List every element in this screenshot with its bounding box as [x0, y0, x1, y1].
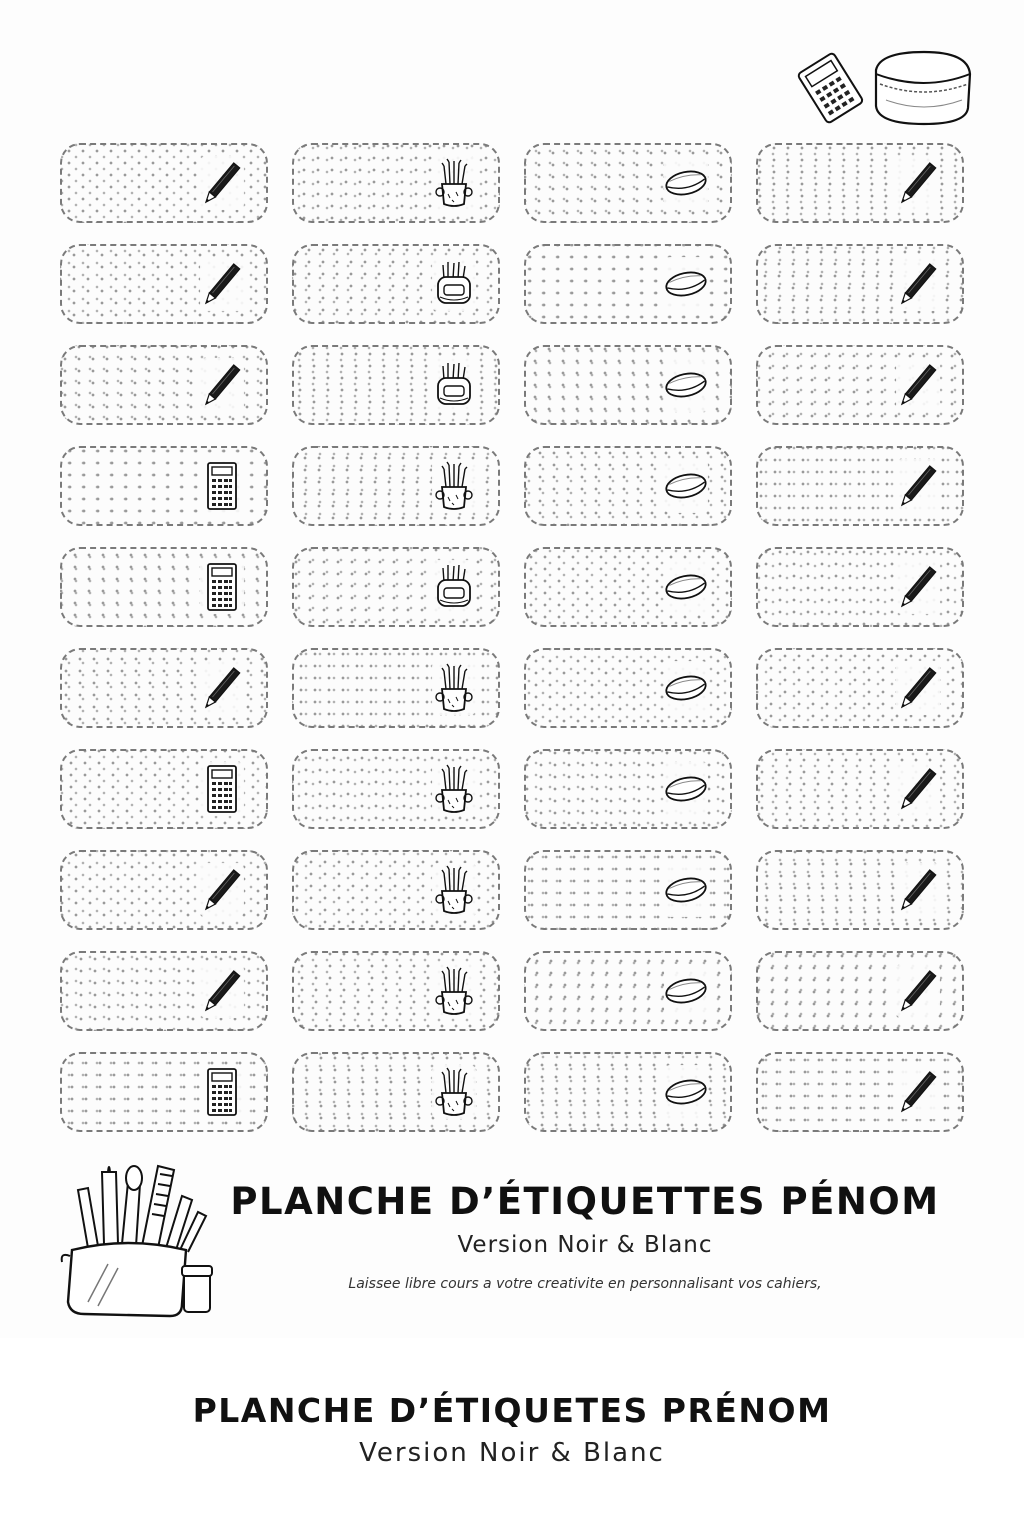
eraser-icon — [664, 257, 708, 311]
name-label-grid — [60, 143, 968, 1132]
name-label[interactable] — [524, 345, 732, 425]
name-label[interactable] — [756, 951, 964, 1031]
name-label[interactable] — [292, 244, 500, 324]
name-label[interactable] — [524, 951, 732, 1031]
pencil-icon — [200, 358, 244, 412]
name-label[interactable] — [524, 547, 732, 627]
eraser-icon — [664, 156, 708, 210]
name-label[interactable] — [292, 1052, 500, 1132]
calculator-icon — [200, 762, 244, 816]
name-label[interactable] — [524, 850, 732, 930]
name-label[interactable] — [524, 143, 732, 223]
footer — [0, 1338, 1024, 1536]
calculator-icon — [797, 52, 863, 123]
eraser-icon — [664, 964, 708, 1018]
name-label[interactable] — [60, 345, 268, 425]
pencil-box-icon — [432, 358, 476, 412]
eraser-icon — [664, 560, 708, 614]
pencil-icon — [896, 156, 940, 210]
pencil-icon — [896, 863, 940, 917]
pencil-icon — [896, 257, 940, 311]
name-label[interactable] — [60, 648, 268, 728]
eraser-icon — [664, 762, 708, 816]
calculator-icon — [200, 1065, 244, 1119]
name-label[interactable] — [524, 244, 732, 324]
sheet-tagline: Laissee libre cours a votre creativite en personnalisant vos cahiers, — [348, 1276, 822, 1292]
plant-pot-icon — [432, 863, 476, 917]
pencil-icon — [200, 257, 244, 311]
name-label[interactable] — [292, 648, 500, 728]
name-label[interactable] — [756, 850, 964, 930]
name-label[interactable] — [292, 143, 500, 223]
name-label[interactable] — [292, 345, 500, 425]
plant-pot-icon — [432, 964, 476, 1018]
name-label[interactable] — [756, 345, 964, 425]
name-label[interactable] — [292, 749, 500, 829]
name-label[interactable] — [756, 244, 964, 324]
name-label[interactable] — [60, 850, 268, 930]
name-label[interactable] — [292, 951, 500, 1031]
eraser-icon — [664, 358, 708, 412]
name-label[interactable] — [292, 446, 500, 526]
eraser-icon — [664, 459, 708, 513]
pencil-icon — [200, 156, 244, 210]
pencil-icon — [200, 661, 244, 715]
pencil-icon — [896, 459, 940, 513]
name-label[interactable] — [60, 143, 268, 223]
name-label[interactable] — [756, 1052, 964, 1132]
name-label[interactable] — [524, 648, 732, 728]
pencil-pot-icon — [58, 1152, 218, 1322]
name-label[interactable] — [756, 143, 964, 223]
name-label[interactable] — [60, 1052, 268, 1132]
corner-decoration — [796, 44, 972, 128]
pencil-case-icon — [876, 52, 970, 124]
calculator-icon — [200, 459, 244, 513]
name-label[interactable] — [756, 648, 964, 728]
name-label[interactable] — [60, 244, 268, 324]
name-label[interactable] — [756, 547, 964, 627]
eraser-icon — [664, 1065, 708, 1119]
name-label[interactable] — [60, 547, 268, 627]
footer-title: PLANCHE D’ÉTIQUETES PRÉNOM — [192, 1391, 832, 1430]
name-label[interactable] — [292, 547, 500, 627]
pencil-icon — [896, 661, 940, 715]
plant-pot-icon — [432, 661, 476, 715]
title-block — [230, 1178, 940, 1292]
name-label[interactable] — [756, 446, 964, 526]
eraser-icon — [664, 661, 708, 715]
plant-pot-icon — [432, 1065, 476, 1119]
name-label[interactable] — [60, 951, 268, 1031]
pencil-icon — [896, 560, 940, 614]
name-label[interactable] — [292, 850, 500, 930]
footer-subtitle: Version Noir & Blanc — [359, 1438, 665, 1468]
plant-pot-icon — [432, 762, 476, 816]
pencil-icon — [200, 964, 244, 1018]
pencil-icon — [896, 964, 940, 1018]
pencil-icon — [200, 863, 244, 917]
pencil-box-icon — [432, 257, 476, 311]
calculator-icon — [200, 560, 244, 614]
name-label[interactable] — [756, 749, 964, 829]
pencil-icon — [896, 1065, 940, 1119]
eraser-icon — [664, 863, 708, 917]
pencil-box-icon — [432, 560, 476, 614]
plant-pot-icon — [432, 459, 476, 513]
name-label[interactable] — [524, 1052, 732, 1132]
plant-pot-icon — [432, 156, 476, 210]
name-label[interactable] — [60, 749, 268, 829]
name-label[interactable] — [60, 446, 268, 526]
name-label[interactable] — [524, 446, 732, 526]
pencil-icon — [896, 762, 940, 816]
sheet-subtitle: Version Noir & Blanc — [457, 1232, 713, 1258]
name-label[interactable] — [524, 749, 732, 829]
sheet-title: PLANCHE D’ÉTIQUETTES PÉNOM — [230, 1180, 940, 1223]
pencil-icon — [896, 358, 940, 412]
